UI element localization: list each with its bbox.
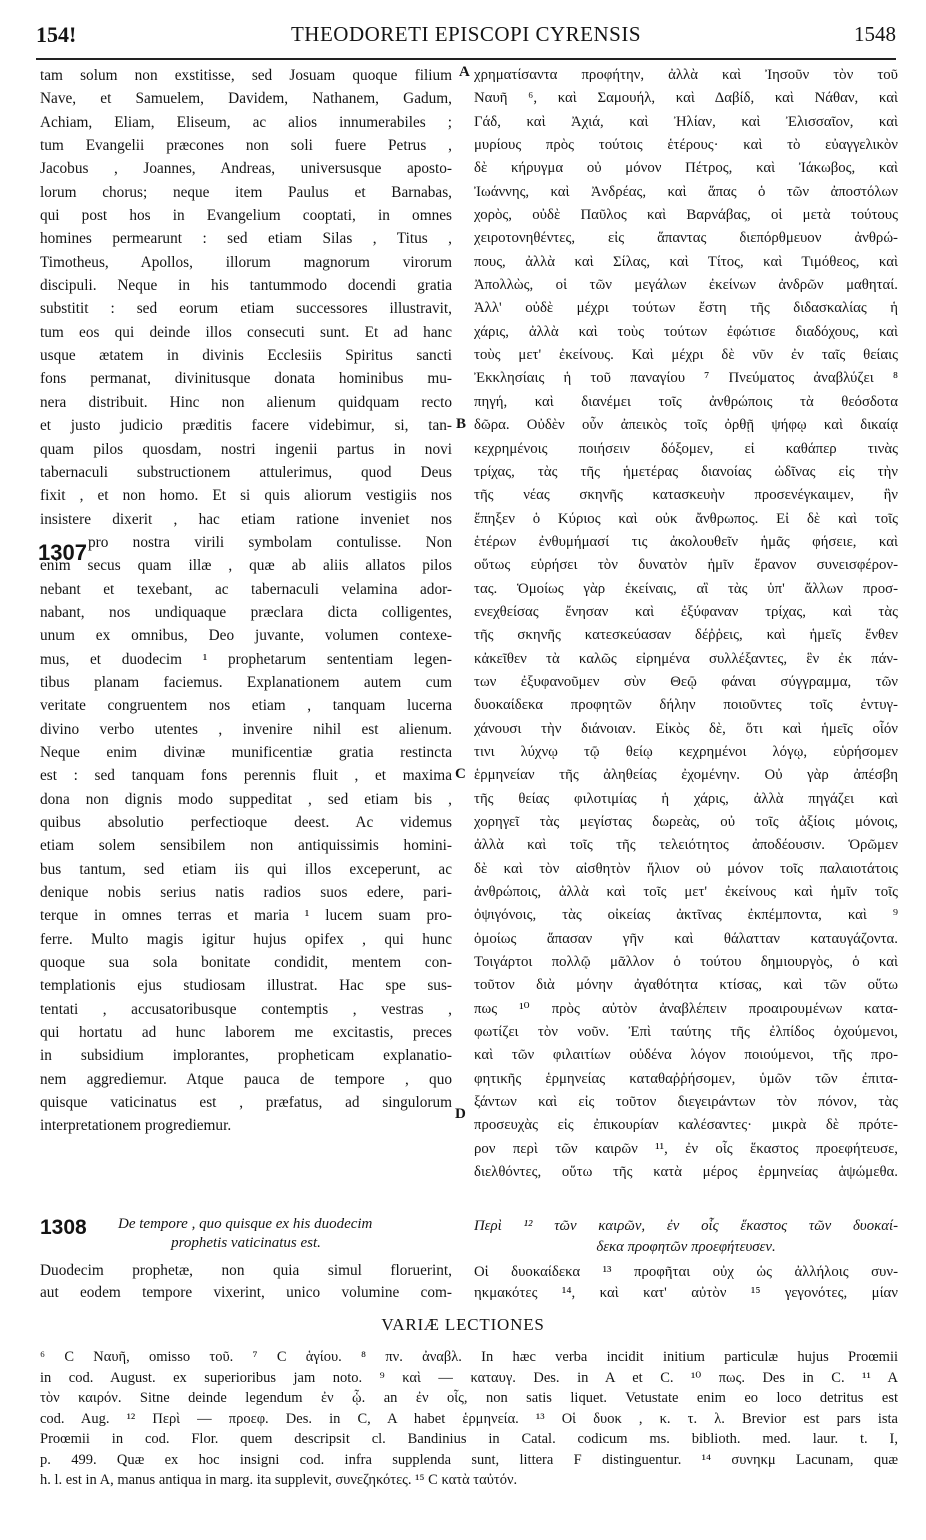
column-number-1308: 1308 bbox=[40, 1216, 87, 1239]
latin-text-line: qui hortatu ad hunc laborem me excitastis, preces bbox=[40, 1024, 452, 1042]
latin-text-line: quibus absolutio perfectioque deest. Ac videmus bbox=[40, 814, 452, 831]
latin-text-line: terque in omnes terras et maria ¹ lucem suam pro- bbox=[40, 907, 452, 925]
latin-text-line: tabernaculi substructionem attulerimus, quod Deus bbox=[40, 463, 452, 481]
greek-text-line: τῆς θείας φιλοτιμίας ἡ χάρις, ἀλλὰ πηγάζει καὶ bbox=[474, 790, 898, 807]
greek-text-line: Ἀλλ' οὐδὲ μέχρι τούτων ἔστη τῆς διδασκαλίας ἡ bbox=[474, 300, 898, 317]
greek-text-line: τῆς νέας σκηνῆς κατασκευὴν προσενέγκαιμεν, ἣν bbox=[474, 487, 898, 504]
latin-text-line: quam pilos quosdam, nostri ingenii partus in novi bbox=[40, 440, 452, 458]
latin-text-line: enim secus quam illæ , quæ ab aliis allatos pilos bbox=[40, 557, 452, 575]
greek-text-line: τοῦτον διὰ μόνην ἀγαθότητα κτίσας, καὶ τῶν οὕτω bbox=[474, 977, 898, 994]
margin-letter-a: A bbox=[459, 64, 470, 80]
greek-text-line: Ἐκκλησίαις ἡ τοῦ παναγίου ⁷ Πνεύματος ἀναβλύζει ⁸ bbox=[474, 370, 898, 387]
greek-text-line: κἀκεῖθεν τὰ καλῶς εἰρημένα συλλέξαντες, ἓν ἐκ πάν- bbox=[474, 650, 898, 667]
latin-text-line: nera distribuit. Hinc non alienum quidquam recto bbox=[40, 393, 452, 411]
greek-text-line: δὲ κήρυγμα οὐ μόνον Πέτρος, καὶ Ἰάκωβος, καὶ bbox=[474, 160, 898, 177]
greek-text-line: ἑρμηνείαν τῆς ἀληθείας ἐχομένην. Οὐ γὰρ ἀπέσβη bbox=[474, 767, 898, 784]
latin-text-line: interpretationem progrediemur. bbox=[40, 1117, 232, 1135]
greek-text-line: Ἀπολλὼς, οἱ τῶν μεγάλων ἐκείνων ἀνδρῶν μαθηταί. bbox=[474, 277, 898, 294]
latin-text-line: et justo judicio præditis facere videbimur, si, tan- bbox=[40, 417, 452, 435]
latin-text-line: Jacobus , Joannes, Andreas, universusque aposto- bbox=[40, 160, 452, 178]
header-rule bbox=[36, 58, 896, 60]
latin-text-line: tum eos qui deinde illos consecuti sunt. Et ad hanc bbox=[40, 323, 452, 341]
greek-text-line: ὀψιγόνοις, τὰς οἰκείας ἀκτῖνας ἐκπέμποντα, καὶ ⁹ bbox=[474, 907, 898, 924]
latin-text-line: qui post hos in Evangelium cooptati, in omnes bbox=[40, 207, 452, 225]
variant-note-line: Proœmii in cod. Flor. quem descripsit cl. Bandinius in Catal. codicum ms. biblioth. med. laur. t. I, bbox=[40, 1431, 898, 1447]
greek-text-line: μυρίους πρὸς τούτοις ἑτέρους· καὶ τὸ εὐαγγελικὸν bbox=[474, 137, 898, 154]
latin-text-line: discipuli. Neque in his tantummodo docendi gratia bbox=[40, 277, 452, 295]
variant-note-line: h. l. est in A, manus antiqua in marg. ita supplevit, συνεζηκότες. ¹⁵ C κατὰ ταὐτόν. bbox=[40, 1472, 518, 1488]
margin-letter-b: B bbox=[456, 416, 467, 432]
greek-column bbox=[474, 64, 898, 1185]
latin-text-line: tibus planam faciemus. Explanationem autem cum bbox=[40, 673, 452, 691]
latin-text-line: tentati , accusatoribusque contemptis , vestras , bbox=[40, 1000, 452, 1018]
latin-text-line: templationis ejus studiosam illustrat. Hac spe sus- bbox=[40, 977, 452, 995]
greek-text-line: πους, ἀλλὰ καὶ Σίλας, καὶ Τίτος, καὶ Τιμόθεος, καὶ bbox=[474, 253, 898, 270]
greek-text-line: χρηματίσαντα προφήτην, ἀλλὰ καὶ Ἰησοῦν τὸν τοῦ bbox=[474, 67, 898, 83]
latin-text-line: bus tantum, sed etiam iis qui illos exceperunt, ac bbox=[40, 860, 452, 878]
latin-text-line: fixit , et non homo. Et si quis aliorum vestigiis nos bbox=[40, 487, 452, 505]
latin-text-line: denique nobis serius natis radios suos edere, pari- bbox=[40, 884, 452, 902]
greek-text-line: τας. Ὁμοίως γὰρ ἐκείναις, αἳ τὰς ὑπ' ἄλλων προσ- bbox=[474, 580, 898, 597]
greek-text-line: χορηγεῖ τὰς μεγίστας δωρεὰς, οὐ τοῖς ἀξίοις μόνοις, bbox=[474, 814, 898, 830]
greek-text-line: ἔπηξεν ὁ Κύριος καὶ οὐκ ἄνθρωπος. Εἰ δὲ καὶ τοῖς bbox=[474, 510, 898, 527]
greek-text-line: Γάδ, καὶ Ἀχιά, καὶ Ἠλίαν, καὶ Ἐλισσαῖον, καὶ bbox=[474, 113, 898, 130]
greek-text-line: Ἰωάννης, καὶ Ἀνδρέας, καὶ ἅπας ὁ τῶν ἀποστόλων bbox=[474, 183, 898, 200]
greek-text-line: καὶ τῶν φιλαιτίων οὐδένα λόγον ποιούμενοι, τῆς προ- bbox=[474, 1047, 898, 1064]
latin-text-line: mus, et duodecim ¹ prophetarum sententiam legen- bbox=[40, 650, 452, 668]
latin-text-line: dona non dignis modo suppeditat , sed etiam bis , bbox=[40, 790, 452, 808]
greek-text-line: χειροτονηθέντες, εἰς ἅπαντας διεπόρθμευον ἀνθρώ- bbox=[474, 230, 898, 247]
greek-section bbox=[474, 1216, 898, 1304]
greek-text-line: οὕτως εὑρήσει τὸν δυνατὸν ἡμῖν ἔρανον συνεισφέρον- bbox=[474, 557, 898, 574]
greek-section-body-line-2: ηκμακότες ¹⁴, καὶ κατ' αὐτὸν ¹⁵ γεγονότες, μίαν bbox=[474, 1285, 898, 1301]
latin-text-line: nabant, nos undiquaque præclara dicta colligentes, bbox=[40, 603, 452, 621]
latin-text-line: homines permearunt : sed etiam Silas , Titus , bbox=[40, 230, 452, 248]
greek-heading-line-1: Περὶ ¹² τῶν καιρῶν, ἐν οἷς ἕκαστος τῶν δυοκαί- bbox=[474, 1218, 898, 1234]
greek-text-line: χορὸς, οὐδὲ Παῦλος καὶ Βαρνάβας, οἱ μετὰ τούτους bbox=[474, 207, 898, 224]
latin-text-line: unum ex omnibus, Deo juvante, volumen contexe- bbox=[40, 627, 452, 645]
latin-text-line: nebant et texebant, ac tabernaculi velamina ador- bbox=[40, 580, 452, 598]
variant-note-line: ⁶ C Ναυῆ, omisso τοῦ. ⁷ C ἁγίου. ⁸ πν. ἀναβλ. In hæc verba incidit initium particulæ hujus Proœmii bbox=[40, 1349, 898, 1365]
latin-text-line: tam solum non exstitisse, sed Josuam quoque filium bbox=[40, 67, 452, 84]
latin-text-line: Timotheus, Apollos, illorum magnorum virorum bbox=[40, 253, 452, 271]
section-body-line-2: aut eodem tempore vixerint, unico volumine com- bbox=[40, 1284, 452, 1301]
latin-text-line: insistere dixerit , hac etiam ratione inveniet nos bbox=[40, 510, 452, 528]
greek-text-line: κεχρημένοις ποιήσειν δόξομεν, εἰ καθάπερ τινὰς bbox=[474, 440, 898, 457]
latin-text-line: Achiam, Eliam, Eliseum, ac alios innumerabiles ; bbox=[40, 113, 452, 131]
variae-lectiones-title: VARIÆ LECTIONES bbox=[381, 1315, 545, 1334]
latin-text-line: nem aggrediemur. Atque pauca de tempore , quo bbox=[40, 1070, 452, 1088]
greek-text-line: προσευχὰς εἰς ἐπικουρίαν καλέσαντες· μικρὰ δὲ πρότε- bbox=[474, 1117, 898, 1134]
latin-text-line: lorum chorus; neque item Paulus et Barnabas, bbox=[40, 183, 452, 201]
greek-text-line: τινι λύχνῳ τῷ θείῳ κεχρημένοι λόγῳ, εὑρήσομεν bbox=[474, 743, 898, 760]
greek-text-line: χάρις, ἀλλὰ καὶ τοὺς τούτων ἐφώτισε διαδόχους, καὶ bbox=[474, 323, 898, 340]
latin-text-line: substitit : sed eorum etiam successores illustravit, bbox=[40, 300, 452, 318]
latin-text-line: etiam solem sensibilem non antiquissimis homini- bbox=[40, 837, 452, 855]
greek-text-line: Ναυῆ ⁶, καὶ Σαμουήλ, καὶ Δαβίδ, καὶ Νάθαν, καὶ bbox=[474, 90, 898, 107]
latin-text-line: pro nostra virili symbolam contulisse. Non bbox=[88, 533, 452, 551]
latin-text-line: fons permanat, divinitusque donata hominibus mu- bbox=[40, 370, 452, 388]
greek-text-line: πηγή, καὶ διανέμει τοῖς ἀνθρώποις τὰ θεόσδοτα bbox=[474, 393, 898, 410]
latin-text-line: veritate congruentem nos etiam , tanquam lucerna bbox=[40, 697, 452, 715]
section-heading-line-2: prophetis vaticinatus est. bbox=[171, 1235, 321, 1251]
greek-text-line: δὲ καὶ τὸν αἰσθητὸν ἥλιον οὐ μόνον τοῖς παλαιοτάτοις bbox=[474, 860, 898, 877]
greek-text-line: ἀλλὰ καὶ τοῖς τῆς τελειότητος ἀποδέουσιν. Ὁρῶμεν bbox=[474, 837, 898, 854]
section-body-line-1: Duodecim prophetæ, non quia simul floruerint, bbox=[40, 1262, 452, 1279]
variant-note-line: cod. Aug. ¹² Περὶ — προεφ. Des. in C, A habet ἑρμηνεία. ¹³ Οἱ δυοκ , κ. τ. λ. Brevior est pars ista bbox=[40, 1410, 898, 1427]
greek-text-line: ἀνθρώποις, ἀλλὰ καὶ τοῖς μετ' ἐκείνους καὶ ἡμῖν τοῖς bbox=[474, 884, 898, 901]
greek-text-line: τοὺς μετ' ἐκείνους. Καὶ μέχρι δὲ νῦν ἐν ταῖς θείαις bbox=[474, 347, 898, 364]
variae-lectiones-notes bbox=[40, 1347, 898, 1491]
greek-text-line: φητικῆς ἑρμηνείας καταθαῤῥήσομεν, ὑμῶν τῶν ἐπιτα- bbox=[474, 1070, 898, 1087]
greek-text-line: τῆς σκηνῆς κατεσκεύασαν δέῤῥεις, καὶ ἡμεῖς ἔνθεν bbox=[474, 627, 898, 644]
latin-text-line: in subsidium implorantes, propheticam explanatio- bbox=[40, 1047, 452, 1065]
latin-text-line: quoque sua sola bonitate condidit, mentem con- bbox=[40, 954, 452, 972]
greek-heading-line-2: δεκα προφητῶν προεφήτευσεν. bbox=[596, 1239, 776, 1255]
greek-text-line: χάνουσι τὴν διάνοιαν. Εἰκὸς δὲ, ὅτι καὶ ἡμεῖς οἷόν bbox=[474, 720, 898, 737]
running-title: THEODORETI EPISCOPI CYRENSIS bbox=[290, 22, 642, 46]
variant-note-line: p. 499. Quæ ex hoc insigni cod. infra supplenda sunt, littera F distinguentur. ¹⁴ συνηκμ Lacunam, quæ bbox=[40, 1451, 898, 1468]
greek-text-line: ενεχθείσας ἔνησαν καὶ ἐξύφαναν τρίχας, καὶ τὰς bbox=[474, 603, 898, 620]
greek-text-line: πως ¹⁰ πρὸς αὐτὸν ἀναβλέπειν προαιρουμένων κατα- bbox=[474, 1000, 898, 1017]
latin-text-line: Nave, et Samuelem, Davidem, Nathanem, Gadum, bbox=[40, 90, 452, 108]
section-heading-line-1: De tempore , quo quisque ex his duodecim bbox=[118, 1216, 373, 1232]
right-page-number: 1548 bbox=[854, 22, 896, 46]
greek-text-line: ρον περὶ τῶν καιρῶν ¹¹, ἐν οἷς ἕκαστος προεφήτευσε, bbox=[474, 1140, 898, 1157]
greek-text-line: διελθόντες, οὕτω τῆς κατὰ μέρος ἑρμηνείας ἁψώμεθα. bbox=[474, 1164, 898, 1181]
latin-column bbox=[40, 64, 452, 1138]
greek-text-line: τρίχας, τὰς τῆς ἡμετέρας διανοίας ὠδῖνας εἰς τὴν bbox=[474, 463, 898, 480]
running-header bbox=[36, 22, 896, 56]
margin-letter-d: D bbox=[455, 1106, 466, 1122]
latin-text-line: quisque vaticinatus est , præfatus, ad singulorum bbox=[40, 1094, 452, 1112]
column-number-1307: 1307 bbox=[38, 540, 87, 565]
latin-text-line: ferre. Multo magis igitur hujus opifex , qui hunc bbox=[40, 930, 452, 948]
greek-text-line: των ἐξυφανοῦμεν σὺν Θεῷ φάναι σύγγραμμα, τῶν bbox=[474, 673, 898, 690]
latin-text-line: usque ætatem in divinis Ecclesiis Spiritus sancti bbox=[40, 347, 452, 365]
latin-text-line: divino verbo utentes , invenire nihil est alienum. bbox=[40, 720, 452, 738]
variant-note-line: in cod. August. ex superioribus jam noto. ⁹ καὶ — καταυγ. Des. in A et C. ¹⁰ πως. Des in C. ¹¹ A bbox=[40, 1369, 898, 1386]
greek-text-line: ἑτέρων ἐνθυμήμασί τις ἀκολουθεῖν ἡμᾶς φήσειε, καὶ bbox=[474, 533, 898, 550]
greek-text-line: Τοιγάρτοι πολλῷ μᾶλλον ὁ τούτου δημιουργὸς, ὁ καὶ bbox=[474, 954, 898, 971]
latin-text-line: tum Evangelii præcones non soli fuere Petrus , bbox=[40, 137, 452, 155]
greek-text-line: ξάντων καὶ εἰς τοῦτον διεγειράντων τὸν πόνον, τὰς bbox=[474, 1094, 898, 1111]
section-body bbox=[40, 1260, 452, 1304]
greek-text-line: δῶρα. Οὐδὲν οὖν ἀπεικὸς τοῖς ὀρθῇ ψήφῳ καὶ δικαίᾳ bbox=[474, 417, 898, 434]
latin-text-line: Neque enim divinæ munificentiæ gratia restincta bbox=[40, 743, 452, 761]
greek-section-body-line-1: Οἱ δυοκαίδεκα ¹³ προφῆται οὐχ ὡς ἀλλήλοις συν- bbox=[474, 1264, 898, 1280]
greek-text-line: φωτίζει τὸν νοῦν. Ἐπὶ ταύτης τῆς ἐλπίδος ὀχούμενοι, bbox=[474, 1024, 898, 1041]
margin-letter-c: C bbox=[455, 766, 466, 782]
greek-text-line: δυοκαίδεκα προφητῶν δήλην ποιοῦντες τοῖς ἐντυγ- bbox=[474, 697, 898, 714]
left-page-number: 154! bbox=[36, 22, 77, 47]
latin-text-line: est : sed tanquam fons perennis fluit , et maxima bbox=[40, 767, 452, 785]
variant-note-line: τὸν καιρόν. Sitne deinde legendum ἐν ᾧ. an ἐν οἷς, non satis liquet. Vetustate enim eo loco detritus est bbox=[40, 1390, 898, 1406]
greek-text-line: ὁμοίως ἅπασαν γῆν καὶ θάλατταν καταυγάζοντα. bbox=[474, 930, 898, 947]
